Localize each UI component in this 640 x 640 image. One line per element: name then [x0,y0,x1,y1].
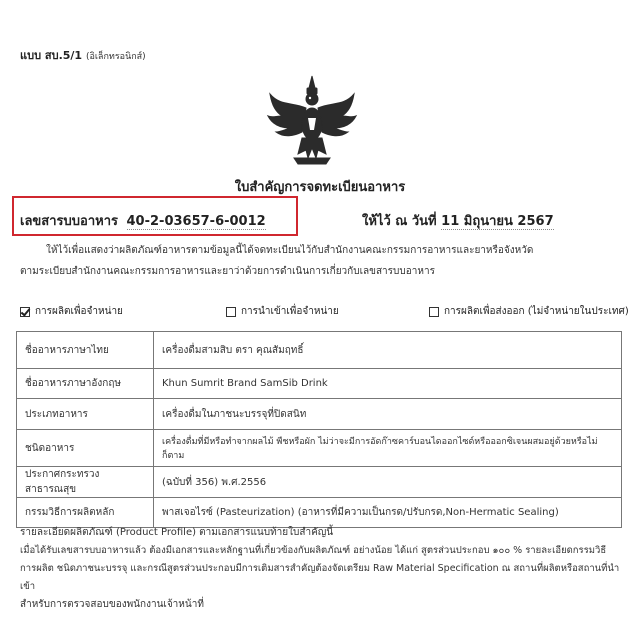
checkbox-label: การผลิตเพื่อจำหน่าย [35,306,123,317]
row-label: ชื่ออาหารภาษาไทย [17,332,154,369]
product-profile-notes [20,524,624,614]
table-row [17,430,622,467]
checkbox-production-for-sale[interactable] [20,304,123,319]
issue-date-label: ให้ไว้ ณ วันที่ [362,214,437,229]
row-label: ชนิดอาหาร [17,430,154,467]
issue-date-line [362,210,554,231]
checkbox-import-for-sale[interactable] [226,304,339,319]
food-info-table [16,331,622,528]
garuda-emblem-icon [262,72,362,172]
profile-line-2: เมื่อได้รับเลขสารบบอาหารแล้ว ต้องมีเอกสารและหลักฐานที่เกี่ยวข้องกับผลิตภัณฑ์ อย่างน้อย ได้แก่ สูตรส่วนประกอบ ๑๐๐ % รายละเอียดกรรมวิธี [20,545,607,556]
form-code-note: (อิเล็กทรอนิกส์) [85,52,146,62]
row-label: ประกาศกระทรวงสาธารณสุข [17,467,154,498]
profile-line-1: รายละเอียดผลิตภัณฑ์ (Product Profile) ตามเอกสารแนบท้ายใบสำคัญนี้ [20,527,334,538]
profile-line-4: สำหรับการตรวจสอบของพนักงานเจ้าหน้าที่ [20,599,204,610]
intro-line-2: ตามระเบียบสำนักงานคณะกรรมการอาหารและยาว่าด้วยการดำเนินการเกี่ยวกับเลขสารบบอาหาร [20,266,435,277]
table-row [17,399,622,430]
form-code-label: แบบ สบ.5/1 [20,49,83,62]
row-label: กรรมวิธีการผลิตหลัก [17,498,154,528]
form-code [20,46,146,64]
checkbox-checked-icon[interactable] [20,307,30,317]
checkbox-empty-icon[interactable] [226,307,236,317]
row-value: เครื่องดื่มสามสิบ ตรา คุณสัมฤทธิ์ [154,332,622,369]
table-row [17,332,622,369]
issue-date-value: 11 มิถุนายน 2567 [441,214,554,229]
registration-number-line [20,210,266,231]
registration-number: 40-2-03657-6-0012 [126,214,266,229]
registration-label: เลขสารบบอาหาร [20,214,118,229]
row-value: เครื่องดื่มในภาชนะบรรจุที่ปิดสนิท [154,399,622,430]
document-title: ใบสำคัญการจดทะเบียนอาหาร [234,180,406,195]
row-value: เครื่องดื่มที่มีหรือทำจากผลไม้ พืชหรือผัก ไม่ว่าจะมีการอัดก๊าซคาร์บอนไดออกไซด์หรือออกซิเจนผสมอยู่ด้วยหรือไม่ก็ตาม [154,430,622,467]
intro-line-1: ให้ไว้เพื่อแสดงว่าผลิตภัณฑ์อาหารตามข้อมูลนี้ได้จดทะเบียนไว้กับสำนักงานคณะกรรมการอาหารและยาหรือจังหวัด [46,245,534,256]
checkbox-label: การผลิตเพื่อส่งออก (ไม่จำหน่ายในประเทศ) [444,306,629,317]
checkbox-label: การนำเข้าเพื่อจำหน่าย [241,306,339,317]
table-row [17,369,622,399]
row-value: พาสเจอไรซ์ (Pasteurization) (อาหารที่มีความเป็นกรด/ปรับกรด,Non-Hermatic Sealing) [154,498,622,528]
row-value: (ฉบับที่ 356) พ.ศ.2556 [154,467,622,498]
row-value: Khun Sumrit Brand SamSib Drink [154,369,622,399]
row-label: ชื่ออาหารภาษาอังกฤษ [17,369,154,399]
table-row [17,498,622,528]
checkbox-empty-icon[interactable] [429,307,439,317]
intro-paragraph [20,240,620,282]
profile-line-3: การผลิต ชนิดภาชนะบรรจุ และกรณีสูตรส่วนประกอบมีการเติมสารสำคัญต้องจัดเตรียม Raw Material Specification ณ สถานที่ผลิตหรือสถานที่นำเข้า [20,563,620,592]
checkbox-production-for-export[interactable] [429,304,629,319]
table-row [17,467,622,498]
row-label: ประเภทอาหาร [17,399,154,430]
